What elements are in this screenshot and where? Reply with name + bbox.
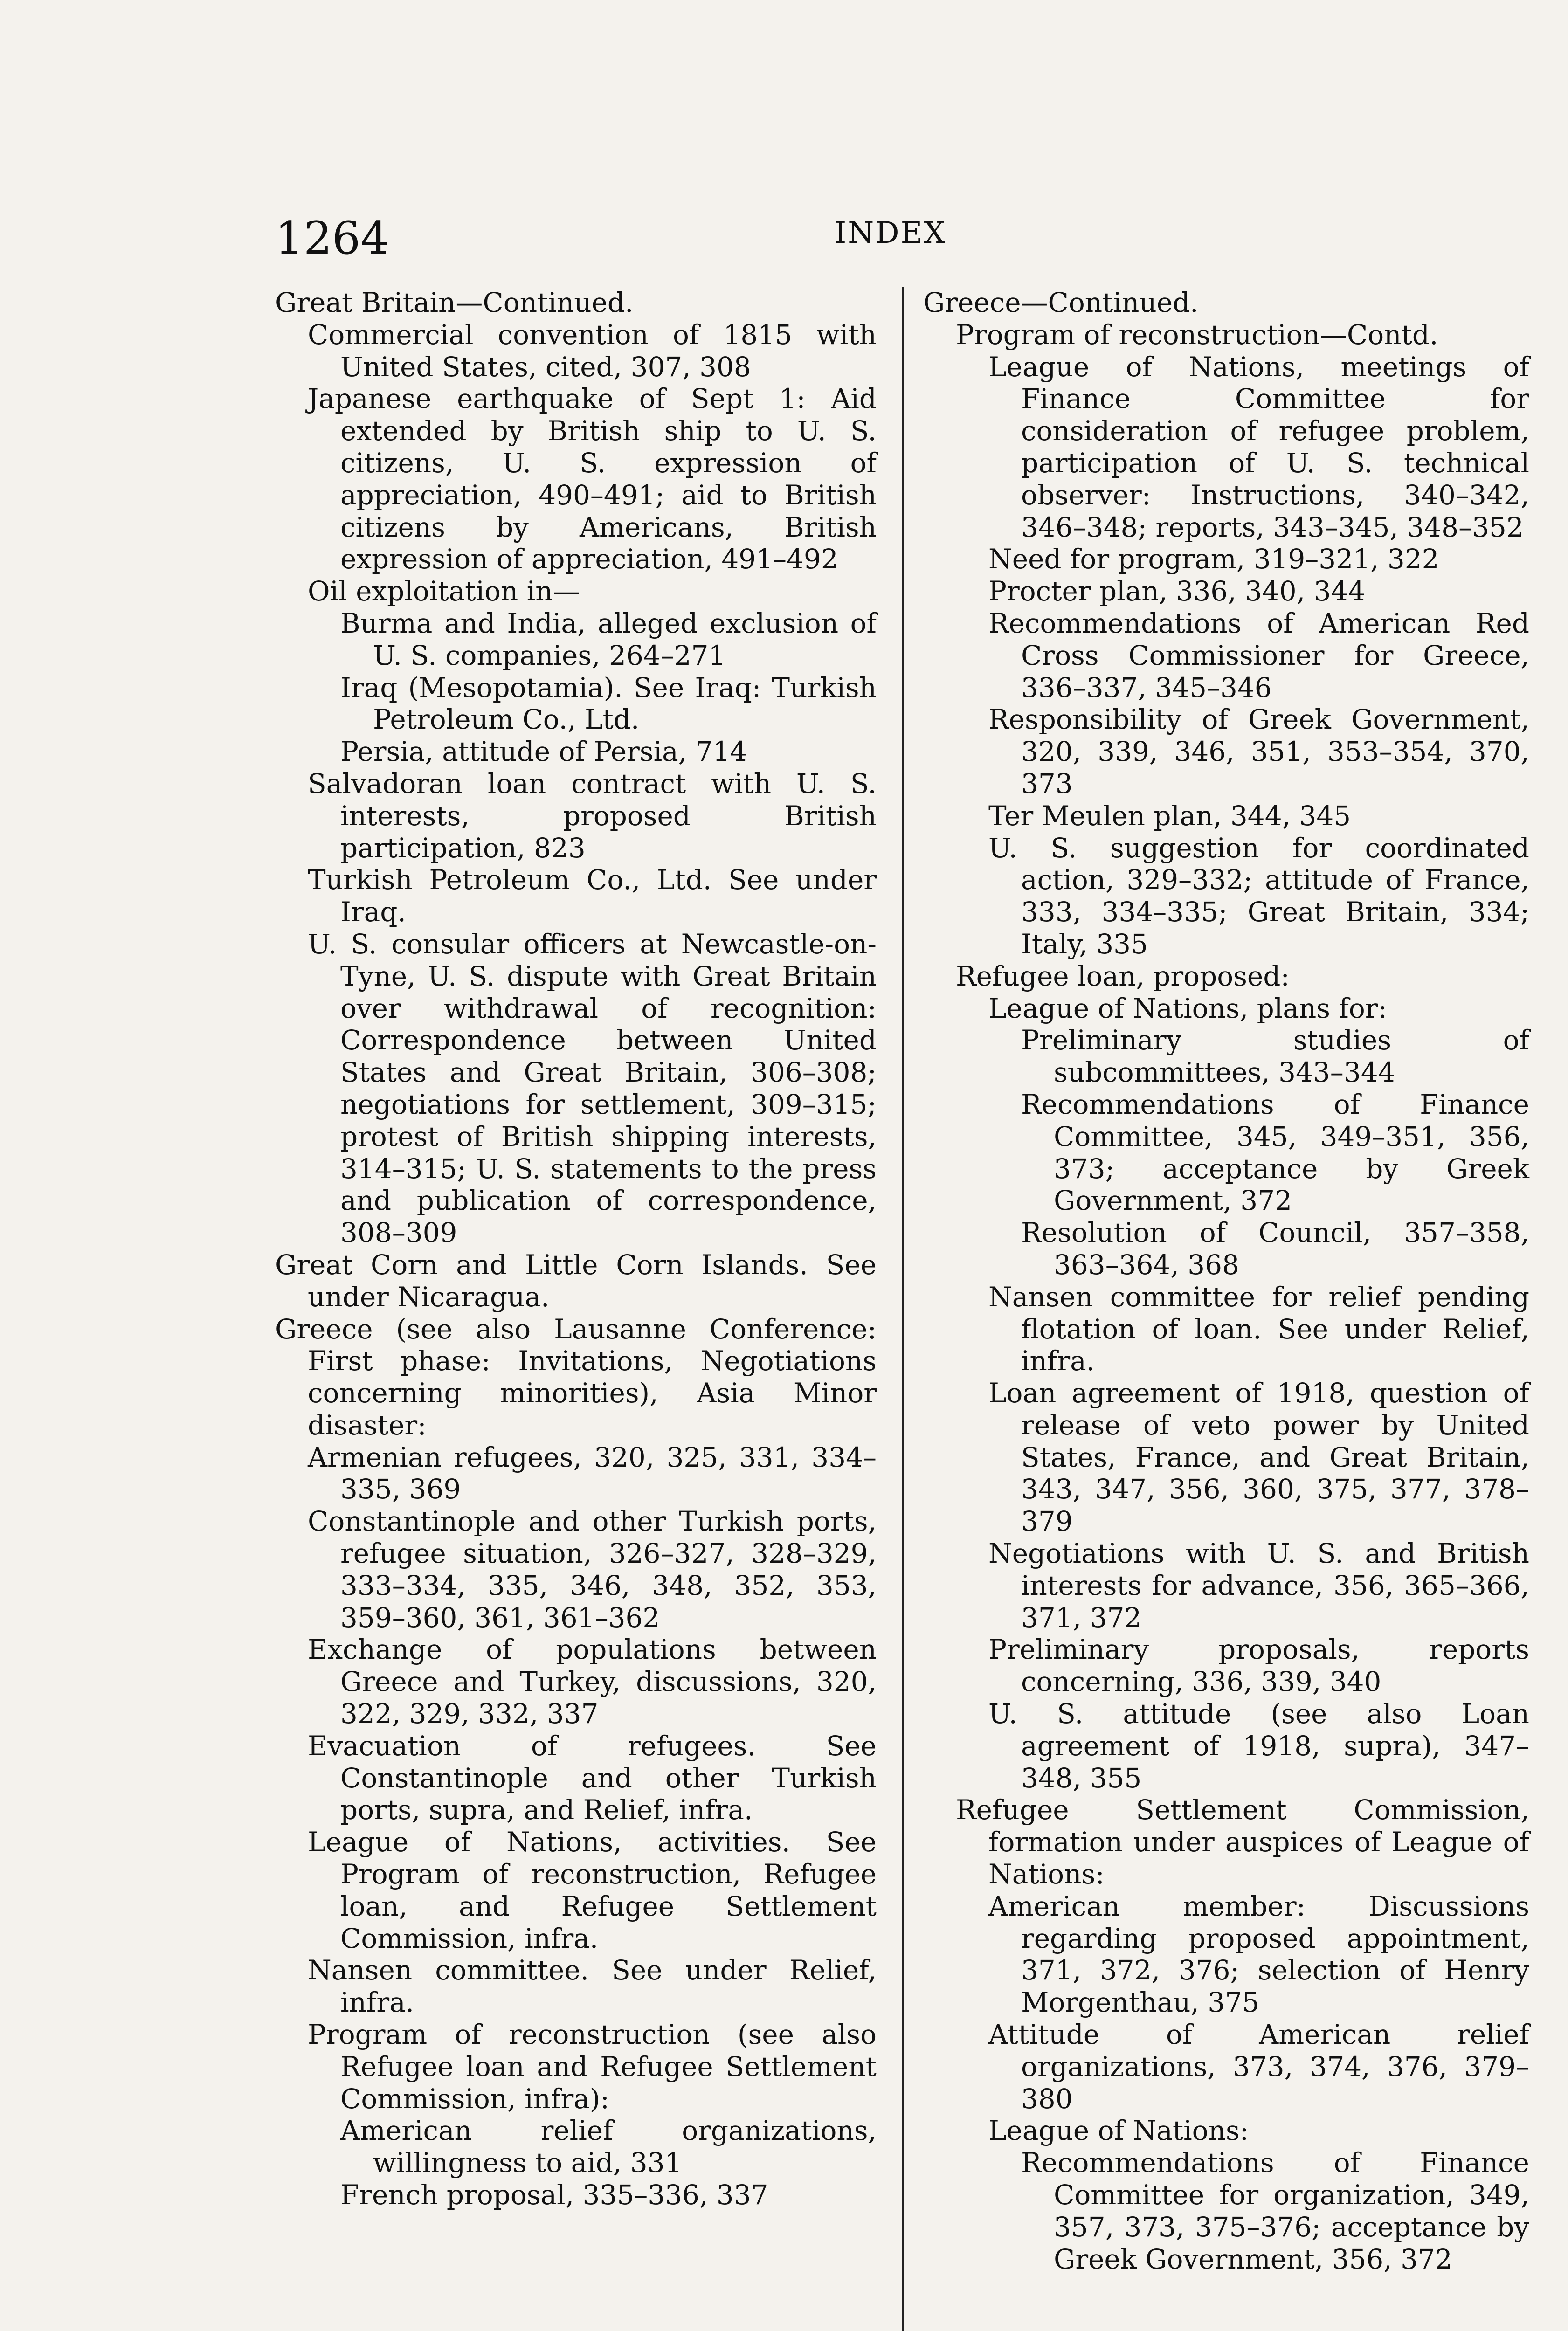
index-entry: Greece—Continued. xyxy=(923,287,1199,318)
index-entry: Loan agreement of 1918, question of release of veto power by United States, France, and Great Britain, 343, 347, 356, 360, 375, 377, 378–379 xyxy=(988,1377,1529,1538)
index-column-right xyxy=(923,287,1529,2275)
index-entry: Program of reconstruction (see also Refugee loan and Refugee Settlement Commission, infra): xyxy=(308,2019,877,2115)
index-entry: Exchange of populations between Greece and Turkey, discussions, 320, 322, 329, 332, 337 xyxy=(308,1634,877,1730)
index-entry: Persia, attitude of Persia, 714 xyxy=(340,736,747,768)
index-entry: Burma and India, alleged exclusion of U. S. companies, 264–271 xyxy=(340,607,877,671)
index-entry: Recommendations of Finance Committee for organization, 349, 357, 373, 375–376; acceptance by Greek Government, 356, 372 xyxy=(1021,2147,1529,2275)
index-entry: League of Nations, activities. See Program of reconstruction, Refugee loan, and Refugee Settlement Commission, infra. xyxy=(308,1826,877,1954)
index-entry: Recommendations of Finance Committee, 345, 349–351, 356, 373; acceptance by Greek Government, 372 xyxy=(1021,1088,1529,1217)
index-entry: French proposal, 335–336, 337 xyxy=(340,2179,768,2211)
index-entry: Resolution of Council, 357–358, 363–364, 368 xyxy=(1021,1217,1529,1281)
index-entry: Recommendations of American Red Cross Commissioner for Greece, 336–337, 345–346 xyxy=(988,607,1529,703)
index-entry: American member: Discussions regarding proposed appointment, 371, 372, 376; selection of Henry Morgenthau, 375 xyxy=(988,1890,1529,2019)
index-entry: Refugee loan, proposed: xyxy=(956,960,1290,992)
index-entry: Preliminary studies of subcommittees, 343–344 xyxy=(1021,1024,1529,1089)
column-rule xyxy=(902,287,904,2331)
index-entry: League of Nations, meetings of Finance Committee for consideration of refugee problem, participation of U. S. technical observer: Instructions, 340–342, 346–348; reports, 343–345, 348–352 xyxy=(988,351,1529,543)
index-column-left xyxy=(275,287,877,2211)
running-head: INDEX xyxy=(835,216,946,250)
index-entry: Japanese earthquake of Sept 1: Aid extended by British ship to U. S. citizens, U. S. expression of appreciation, 490–491; aid to British citizens by Americans, British expression of appreciation, 491–492 xyxy=(308,383,877,575)
index-entry: Refugee Settlement Commission, formation under auspices of League of Nations: xyxy=(956,1794,1529,1890)
index-entry: League of Nations: xyxy=(988,2115,1249,2147)
index-entry: Oil exploitation in— xyxy=(308,575,580,607)
index-entry: American relief organizations, willingness to aid, 331 xyxy=(340,2115,877,2179)
index-entry: Nansen committee. See under Relief, infra. xyxy=(308,1954,877,2019)
index-entry: Great Corn and Little Corn Islands. See under Nicaragua. xyxy=(275,1248,877,1313)
index-entry: U. S. suggestion for coordinated action, 329–332; attitude of France, 333, 334–335; Great Britain, 334; Italy, 335 xyxy=(988,832,1529,960)
index-entry: League of Nations, plans for: xyxy=(988,992,1388,1024)
index-entry: Salvadoran loan contract with U. S. interests, proposed British participation, 823 xyxy=(308,767,877,864)
index-entry: Program of reconstruction—Contd. xyxy=(956,318,1438,351)
index-entry: Preliminary proposals, reports concerning, 336, 339, 340 xyxy=(988,1634,1529,1698)
index-entry: Constantinople and other Turkish ports, refugee situation, 326–327, 328–329, 333–334, 335, 346, 348, 352, 353, 359–360, 361, 361–362 xyxy=(308,1505,877,1634)
page-number: 1264 xyxy=(275,212,389,264)
index-entry: Attitude of American relief organizations, 373, 374, 376, 379–380 xyxy=(988,2019,1529,2115)
index-entry: Procter plan, 336, 340, 344 xyxy=(988,575,1366,607)
index-entry: Evacuation of refugees. See Constantinople and other Turkish ports, supra, and Relief, infra. xyxy=(308,1730,877,1826)
index-entry: Need for program, 319–321, 322 xyxy=(988,543,1439,575)
index-entry: Commercial convention of 1815 with United States, cited, 307, 308 xyxy=(308,318,877,383)
index-entry: U. S. attitude (see also Loan agreement of 1918, supra), 347–348, 355 xyxy=(988,1698,1529,1794)
index-entry: Ter Meulen plan, 344, 345 xyxy=(988,800,1351,832)
index-entry: Negotiations with U. S. and British interests for advance, 356, 365–366, 371, 372 xyxy=(988,1538,1529,1634)
index-entry: Turkish Petroleum Co., Ltd. See under Iraq. xyxy=(308,864,877,928)
index-entry: Responsibility of Greek Government, 320, 339, 346, 351, 353–354, 370, 373 xyxy=(988,703,1529,800)
index-entry: Iraq (Mesopotamia). See Iraq: Turkish Petroleum Co., Ltd. xyxy=(340,671,877,736)
index-entry: Nansen committee for relief pending flotation of loan. See under Relief, infra. xyxy=(988,1281,1529,1377)
index-entry: Armenian refugees, 320, 325, 331, 334–335, 369 xyxy=(308,1441,877,1505)
index-entry: Greece (see also Lausanne Conference: First phase: Invitations, Negotiations concerning minorities), Asia Minor disaster: xyxy=(275,1313,877,1441)
index-entry: Great Britain—Continued. xyxy=(275,287,634,318)
index-entry: U. S. consular officers at Newcastle-on-Tyne, U. S. dispute with Great Britain over withdrawal of recognition: Correspondence between United States and Great Britain, 306–308; negotiations for settlement, 309–315; protest of British shipping interests, 314–315; U. S. statements to the press and publication of correspondence, 308–309 xyxy=(308,928,877,1249)
